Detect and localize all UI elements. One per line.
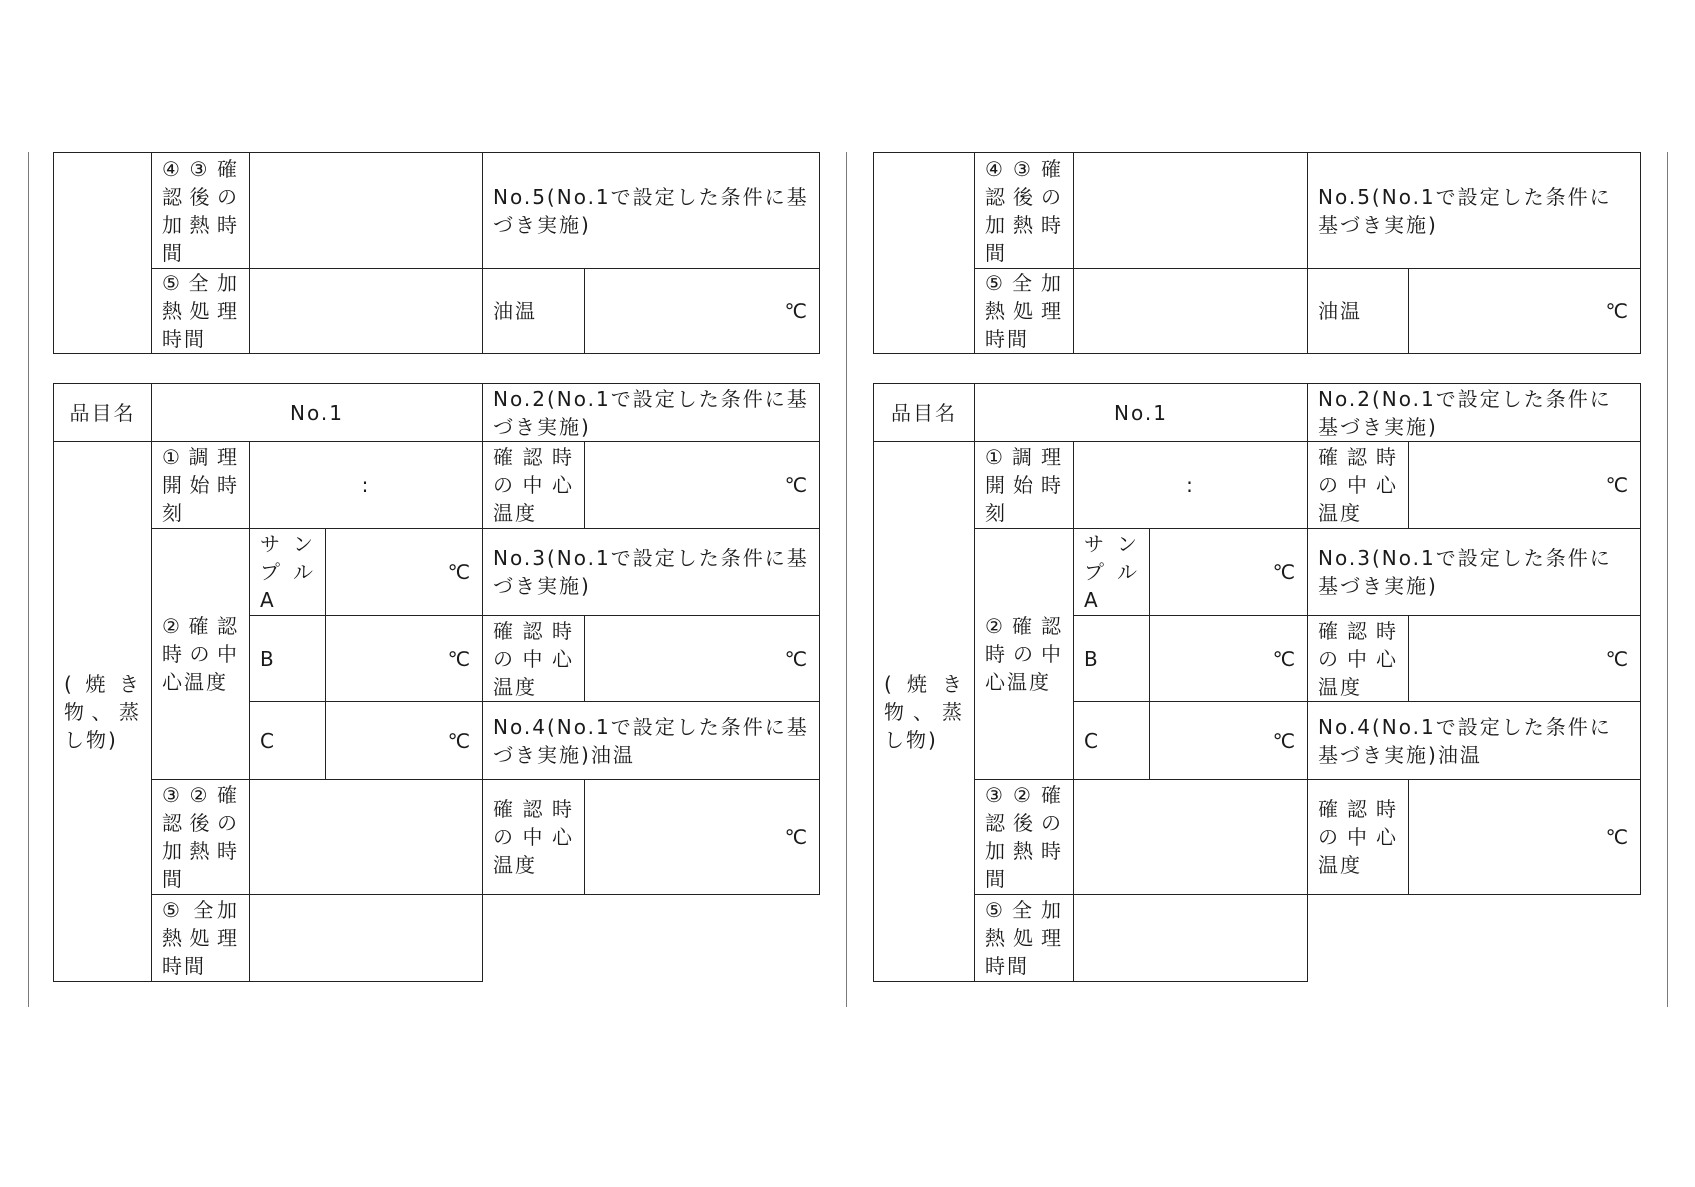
category-cell-continued bbox=[54, 153, 152, 354]
confirm-temp-label-2: 確認時の中心温度 bbox=[1308, 616, 1409, 702]
step1-label: ①調理開始時刻 bbox=[975, 442, 1074, 529]
page-divider-right bbox=[1667, 152, 1668, 1007]
item-name-label: 品目名 bbox=[874, 384, 975, 442]
confirm-temp-label-2: 確認時の中心温度 bbox=[483, 616, 585, 702]
category-label: (焼き物、蒸し物) bbox=[874, 442, 975, 982]
step4-input[interactable] bbox=[250, 153, 483, 269]
category-label: (焼き物、蒸し物) bbox=[54, 442, 152, 982]
step5-label: ⑤全加熱処理時間 bbox=[975, 269, 1074, 354]
step5-label: ⑤全加熱処理時間 bbox=[975, 895, 1074, 982]
sample-b-input[interactable]: ℃ bbox=[326, 616, 483, 702]
step5-input[interactable] bbox=[250, 895, 483, 982]
confirm-temp-input-1[interactable]: ℃ bbox=[585, 442, 820, 529]
category-cell-continued bbox=[874, 153, 975, 354]
confirm-temp-label-1: 確認時の中心温度 bbox=[1308, 442, 1409, 529]
sample-a-label: サンプルA bbox=[1074, 529, 1150, 616]
sample-c-input[interactable]: ℃ bbox=[326, 702, 483, 780]
start-time-input[interactable]: : bbox=[1074, 442, 1308, 529]
no3-label: No.3(No.1で設定した条件に基づき実施) bbox=[483, 529, 820, 616]
confirm-temp-input-3[interactable]: ℃ bbox=[585, 780, 820, 895]
empty-area bbox=[483, 895, 820, 982]
step2-label: ②確認時の中心温度 bbox=[975, 529, 1074, 780]
sample-c-input[interactable]: ℃ bbox=[1150, 702, 1308, 780]
oil-temp-input[interactable]: ℃ bbox=[1409, 269, 1641, 354]
sample-b-input[interactable]: ℃ bbox=[1150, 616, 1308, 702]
step2-label: ②確認時の中心温度 bbox=[152, 529, 250, 780]
step4-label: ④③確認後の加熱時間 bbox=[975, 153, 1074, 269]
sample-a-input[interactable]: ℃ bbox=[1150, 529, 1308, 616]
sample-a-label: サンプルA bbox=[250, 529, 326, 616]
step3-label: ③②確認後の加熱時間 bbox=[975, 780, 1074, 895]
page-divider-left bbox=[28, 152, 29, 1007]
no4-label: No.4(No.1で設定した条件に基づき実施)油温 bbox=[1308, 702, 1641, 780]
step1-label: ①調理開始時刻 bbox=[152, 442, 250, 529]
confirm-temp-input-3[interactable]: ℃ bbox=[1409, 780, 1641, 895]
no1-label: No.1 bbox=[975, 384, 1308, 442]
step3-input[interactable] bbox=[250, 780, 483, 895]
step5-input[interactable] bbox=[1074, 895, 1308, 982]
confirm-temp-input-1[interactable]: ℃ bbox=[1409, 442, 1641, 529]
right-top-table bbox=[873, 152, 1641, 354]
right-main-table bbox=[873, 383, 1641, 982]
item-name-label: 品目名 bbox=[54, 384, 152, 442]
confirm-temp-label-3: 確認時の中心温度 bbox=[483, 780, 585, 895]
left-main-table bbox=[53, 383, 820, 982]
step4-input[interactable] bbox=[1074, 153, 1308, 269]
no4-label: No.4(No.1で設定した条件に基づき実施)油温 bbox=[483, 702, 820, 780]
confirm-temp-input-2[interactable]: ℃ bbox=[585, 616, 820, 702]
no2-label: No.2(No.1で設定した条件に基づき実施) bbox=[483, 384, 820, 442]
step5-label: ⑤ 全加熱処理時間 bbox=[152, 895, 250, 982]
sample-b-label: B bbox=[250, 616, 326, 702]
no3-label: No.3(No.1で設定した条件に基づき実施) bbox=[1308, 529, 1641, 616]
oil-temp-label: 油温 bbox=[483, 269, 585, 354]
no5-label: No.5(No.1で設定した条件に基づき実施) bbox=[483, 153, 820, 269]
start-time-input[interactable]: : bbox=[250, 442, 483, 529]
sample-c-label: C bbox=[1074, 702, 1150, 780]
confirm-temp-label-3: 確認時の中心温度 bbox=[1308, 780, 1409, 895]
sample-c-label: C bbox=[250, 702, 326, 780]
left-top-table bbox=[53, 152, 820, 354]
no2-label: No.2(No.1で設定した条件に基づき実施) bbox=[1308, 384, 1641, 442]
sample-b-label: B bbox=[1074, 616, 1150, 702]
step3-label: ③②確認後の加熱時間 bbox=[152, 780, 250, 895]
oil-temp-label: 油温 bbox=[1308, 269, 1409, 354]
no1-label: No.1 bbox=[152, 384, 483, 442]
step5-input[interactable] bbox=[1074, 269, 1308, 354]
step5-input[interactable] bbox=[250, 269, 483, 354]
step3-input[interactable] bbox=[1074, 780, 1308, 895]
step4-label: ④③確認後の加熱時間 bbox=[152, 153, 250, 269]
sample-a-input[interactable]: ℃ bbox=[326, 529, 483, 616]
no5-label: No.5(No.1で設定した条件に基づき実施) bbox=[1308, 153, 1641, 269]
page-divider-center bbox=[846, 152, 847, 1007]
empty-area bbox=[1308, 895, 1641, 982]
step5-label: ⑤全加熱処理時間 bbox=[152, 269, 250, 354]
confirm-temp-label-1: 確認時の中心温度 bbox=[483, 442, 585, 529]
confirm-temp-input-2[interactable]: ℃ bbox=[1409, 616, 1641, 702]
oil-temp-input[interactable]: ℃ bbox=[585, 269, 820, 354]
